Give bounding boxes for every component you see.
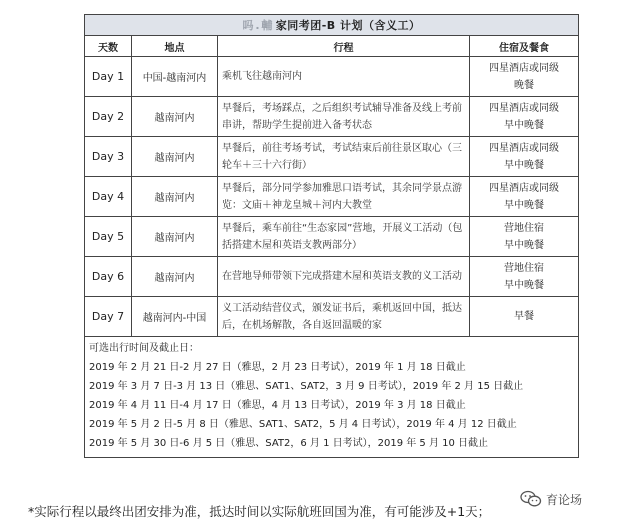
- lodging-cell: [470, 97, 579, 137]
- place-cell: 越南河内: [132, 177, 218, 217]
- lodging-line: 营地住宿: [504, 222, 545, 234]
- header-place: 地点: [132, 36, 218, 57]
- notes-cell: [85, 337, 579, 458]
- table-row: [85, 137, 579, 177]
- lodging-line: 四星酒店或同级: [489, 142, 560, 154]
- lodging-line: 四星酒店或同级: [489, 102, 560, 114]
- day-cell: Day 4: [85, 177, 132, 217]
- place-cell: 越南河内: [132, 137, 218, 177]
- date-option: 2019 年 5 月 2 日-5 月 8 日（雅思、SAT1、SAT2，5 月 4 日考试），2019 年 4 月 12 日截止: [89, 419, 517, 430]
- itinerary-cell: 义工活动结营仪式，颁发证书后，乘机返回中国，抵达后，在机场解散，各自返回温暖的家: [218, 297, 470, 337]
- itinerary-cell: 早餐后，前往考场考试，考试结束后前往景区取心（三轮车＋三十六行街）: [218, 137, 470, 177]
- lodging-line: 四星酒店或同级: [489, 182, 560, 194]
- watermark: [520, 490, 582, 508]
- lodging-cell: [470, 297, 579, 337]
- place-cell: 越南河内: [132, 217, 218, 257]
- table-row: [85, 297, 579, 337]
- day-cell: Day 1: [85, 57, 132, 97]
- watermark-text: 育论场: [546, 492, 583, 507]
- table-row: [85, 177, 579, 217]
- lodging-cell: [470, 137, 579, 177]
- lodging-line: 四星酒店或同级: [489, 62, 560, 74]
- table-title: [85, 15, 579, 36]
- header-day: 天数: [85, 36, 132, 57]
- notes-heading: 可选出行时间及截止日：: [89, 343, 199, 354]
- meal-line: 早餐: [514, 311, 535, 322]
- date-option: 2019 年 3 月 7 日-3 月 13 日（雅思、SAT1、SAT2，3 月 9 日考试），2019 年 2 月 15 日截止: [89, 381, 524, 392]
- date-option: 2019 年 5 月 30 日-6 月 5 日（雅思、SAT2，6 月 1 日考试），2019 年 5 月 10 日截止: [89, 438, 489, 449]
- day-cell: Day 6: [85, 257, 132, 297]
- lodging-cell: [470, 177, 579, 217]
- place-cell: 中国-越南河内: [132, 57, 218, 97]
- header-lodging: 住宿及餐食: [470, 36, 579, 57]
- lodging-cell: [470, 217, 579, 257]
- itinerary-table: [84, 14, 579, 458]
- lodging-line: 营地住宿: [504, 262, 545, 274]
- table-row: [85, 257, 579, 297]
- header-itinerary: 行程: [218, 36, 470, 57]
- day-cell: Day 7: [85, 297, 132, 337]
- place-cell: 越南河内-中国: [132, 297, 218, 337]
- meal-line: 早中晚餐: [504, 159, 545, 171]
- itinerary-sheet: [84, 14, 578, 458]
- title-blurred-prefix: 吗 . 輔: [242, 19, 272, 32]
- itinerary-cell: 早餐后，乘车前往“生态家园”营地，开展义工活动（包括搭建木屋和英语支教两部分）: [218, 217, 470, 257]
- itinerary-cell: 早餐后，考场踩点，之后组织考试辅导准备及线上考前串讲，帮助学生提前进入备考状态: [218, 97, 470, 137]
- date-option: 2019 年 4 月 11 日-4 月 17 日（雅思，4 月 13 日考试），2019 年 3 月 18 日截止: [89, 400, 466, 411]
- table-row: [85, 57, 579, 97]
- lodging-cell: [470, 57, 579, 97]
- day-cell: Day 2: [85, 97, 132, 137]
- notes-row: [85, 337, 579, 458]
- meal-line: 早中晚餐: [504, 279, 545, 291]
- day-cell: Day 3: [85, 137, 132, 177]
- itinerary-cell: 早餐后，部分同学参加雅思口语考试，其余同学景点游览：文庙＋神龙皇城＋河内大教堂: [218, 177, 470, 217]
- table-row: [85, 97, 579, 137]
- footnote: *实际行程以最终出团安排为准，抵达时间以实际航班回国为准，有可能涉及+1天；: [28, 504, 491, 519]
- wechat-logo-icon: [520, 490, 542, 508]
- itinerary-cell: 乘机飞往越南河内: [218, 57, 470, 97]
- table-row: [85, 217, 579, 257]
- header-row: [85, 36, 579, 57]
- title-row: [85, 15, 579, 36]
- meal-line: 晚餐: [514, 79, 535, 91]
- meal-line: 早中晚餐: [504, 119, 545, 131]
- place-cell: 越南河内: [132, 97, 218, 137]
- date-option: 2019 年 2 月 21 日-2 月 27 日（雅思，2 月 23 日考试），2019 年 1 月 18 日截止: [89, 362, 466, 373]
- meal-line: 早中晚餐: [504, 239, 545, 251]
- title-text: 家同考团-B 计划（含义工）: [275, 19, 421, 32]
- itinerary-cell: 在营地导师带领下完成搭建木屋和英语支教的义工活动: [218, 257, 470, 297]
- day-cell: Day 5: [85, 217, 132, 257]
- lodging-cell: [470, 257, 579, 297]
- place-cell: 越南河内: [132, 257, 218, 297]
- meal-line: 早中晚餐: [504, 199, 545, 211]
